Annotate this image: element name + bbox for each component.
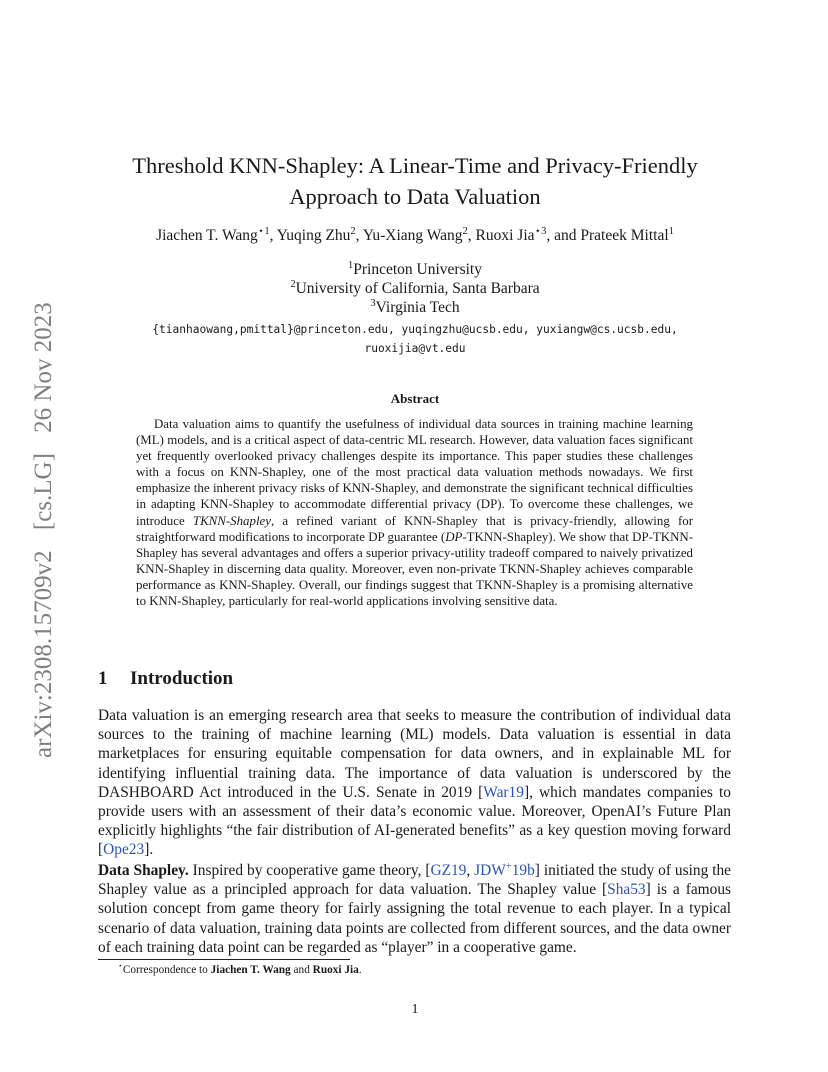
footnote-rule xyxy=(98,959,350,960)
email-line-1: {tianhaowang,pmittal}@princeton.edu, yuqingzhu@ucsb.edu, yuxiangw@cs.ucsb.edu, xyxy=(152,323,678,336)
citation-link[interactable]: War19 xyxy=(483,783,524,801)
author-affil-mark: 2 xyxy=(350,225,356,237)
title-line-1: Threshold KNN-Shapley: A Linear-Time and Privacy-Friendly xyxy=(132,153,698,178)
abstract-emph: TKNN-Shapley xyxy=(192,513,271,528)
paragraph: Data valuation is an emerging research area that seeks to measure the contribution of individual data sources to the training of machine learning (ML) models. Data valuation is essential in data marketplaces for ensuring equitable compensation for data owners, and in explainable ML for identifying influential training data. The importance of data valuation is underscored by the DASHBOARD Act introduced in the U.S. Senate in 2019 [War19], which mandates companies to provide users with an assessment of their data’s economic value. Moreover, OpenAI’s Future Plan explicitly highlights “the fair distribution of AI-generated benefits” as a key question moving forward [Ope23]. xyxy=(98,707,731,859)
section-number: 1 xyxy=(98,668,108,689)
arxiv-category: [cs.LG] xyxy=(30,453,57,531)
author-name: Yu-Xiang Wang xyxy=(362,227,463,244)
email-line-2: ruoxijia@vt.edu xyxy=(364,342,466,355)
arxiv-date: 26 Nov 2023 xyxy=(30,302,57,433)
affil-mark: 2 xyxy=(290,278,296,290)
citation-link[interactable]: Ope23 xyxy=(103,841,145,859)
author-affil-mark: 2 xyxy=(462,225,468,237)
author-name: Ruoxi Jia xyxy=(475,227,535,244)
arxiv-sidebar-stamp xyxy=(26,278,62,758)
affiliation: $^2$University of California, Santa Barbara xyxy=(290,278,540,297)
citation-link[interactable]: JDW+19b xyxy=(474,860,535,879)
arxiv-id: arXiv:2308.15709v2 xyxy=(30,550,57,758)
footnote: ⋆Correspondence to Jiachen T. Wang and Ruoxi Jia. xyxy=(118,961,362,976)
paper-title xyxy=(60,150,770,212)
abstract-emph: DP xyxy=(445,529,463,544)
author-affil-mark: 1 xyxy=(668,225,674,237)
page-number: 1 xyxy=(411,1002,419,1017)
author-name: Yuqing Zhu xyxy=(276,227,351,244)
title-line-2: Approach to Data Valuation xyxy=(289,184,541,209)
affil-mark: 1 xyxy=(348,259,354,271)
affil-mark: 3 xyxy=(370,297,376,309)
author-name: Jiachen T. Wang xyxy=(156,227,258,244)
section-heading xyxy=(98,668,233,690)
paragraph: Data Shapley. Inspired by cooperative game theory, [GZ19, JDW+19b] initiated the study of using the Shapley value as a principled approach for data valuation. The Shapley value [Sha53] is a famous solution concept from game theory for fairly assigning the total revenue to each player. In a typical scenario of data valuation, training data points are collected from different sources, and the data owner of each training data point can be regarded as “player” in a cooperative game. xyxy=(98,860,732,956)
citation-link[interactable]: Sha53 xyxy=(607,881,646,899)
citation-link[interactable]: GZ19 xyxy=(430,862,467,879)
affiliation-list xyxy=(60,260,770,317)
author-affil-mark: ⋆3 xyxy=(534,225,547,237)
email-list xyxy=(60,320,770,358)
author-name: Prateek Mittal xyxy=(580,227,669,244)
section-title: Introduction xyxy=(130,668,234,689)
abstract-body: Data valuation aims to quantify the usefulness of individual data sources in training machine learning (ML) models, and is a critical aspect of data-centric ML research. However, data valuation faces significant yet frequently overlooked privacy challenges despite its importance. This paper studies these challenges with a focus on KNN-Shapley, one of the most practical data valuation methods nowadays. We first emphasize the inherent privacy risks of KNN-Shapley, and demonstrate the significant technical difficulties in adapting KNN-Shapley to accommodate differential privacy (DP). To overcome these challenges, we introduce TKNN-Shapley, a refined variant of KNN-Shapley that is privacy-friendly, allowing for straightforward modifications to incorporate DP guarantee (DP-TKNN-Shapley). We show that DP-TKNN-Shapley has several advantages and offers a superior privacy-utility tradeoff compared to naively privatized KNN-Shapley in discerning data quality. Moreover, even non-private TKNN-Shapley achieves comparable performance as KNN-Shapley. Overall, our findings suggest that TKNN-Shapley is a promising alternative to KNN-Shapley, particularly for real-world applications involving sensitive data. xyxy=(136,417,694,609)
author-list: Jiachen T. Wang$^{⋆1}$, Yuqing Zhu$^2$, Yu-Xiang Wang$^2$, Ruoxi Jia$^{⋆3}$, and Prateek Mittal$^1$ xyxy=(156,225,674,244)
affiliation: $^1$Princeton University xyxy=(348,259,482,278)
abstract-heading: Abstract xyxy=(390,391,440,406)
paragraph-runin-heading: Data Shapley. xyxy=(98,862,189,879)
author-affil-mark: ⋆1 xyxy=(257,225,270,237)
footnote-mark: ⋆ xyxy=(118,961,123,971)
affiliation: $^3$Virginia Tech xyxy=(370,297,460,316)
